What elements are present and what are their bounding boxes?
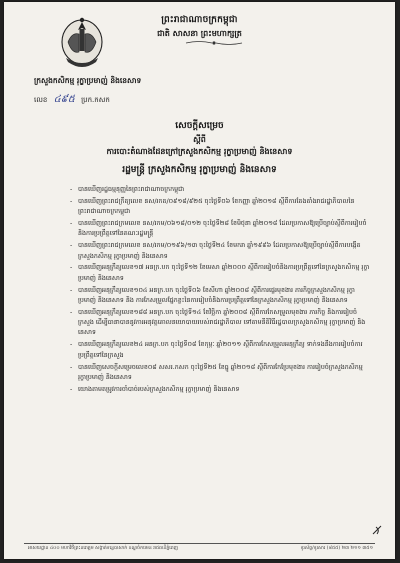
footer-contact: ទូរស័ព្ទ/ទូរសារ (៨៥៥) ២៣ ២១១ ៣៥១ — [300, 546, 373, 551]
doc-number-handwritten: ៤៩៥ — [53, 94, 75, 105]
list-item: - បានឃើញព្រះរាជក្រឹត្យលេខ នស/រកត/០៩១៨/៩២៥ ចុះថ្ងៃទី០៦ ខែកញ្ញា ឆ្នាំ២០១៨ ស្តីពីការតែងតាំងរាជរដ្ឋាភិបាលនៃព្រះរាជាណាចក្រកម្ពុជា — [70, 197, 370, 218]
doc-number-suffix: ប្រក.កសក — [81, 96, 110, 104]
kingdom-heading: ព្រះរាជាណាចក្រកម្ពុជា — [161, 15, 238, 25]
doc-number-prefix: លេខ — [34, 96, 48, 104]
about-label: ស្តីពី — [193, 135, 206, 144]
list-item: - បានឃើញអនុក្រឹត្យលេខ១០៤ អនក្រ.បក ចុះថ្ងៃទី០៦ ខែសីហា ឆ្នាំ២០០៨ ស្តីពីការផ្ទេរមុខងារ ភារកិច្ចក្រសួងកសិកម្ម រុក្ខាប្រមាញ់ និងនេសាទ និង ការកែសម្រួលផ្នែកខ្លះនៃការរៀបចំនិងការប្រព្រឹត្តទៅនៃក្រសួងកសិកម្ម រុក្ខាប្រមាញ់ និងនេសាទ — [70, 286, 370, 307]
list-item: - បានឃើញសេចក្តីសម្រេចលេខ០៨ សសរ.កសក ចុះថ្ងៃទី២៥ ខែធ្នូ ឆ្នាំ២០១៨ ស្តីពីការកែប្រែមុខងារ ការរៀបចំក្រសួងកសិកម្ម រុក្ខាប្រមាញ់ និងនេសាទ — [70, 363, 370, 384]
decision-title: សេចក្តីសម្រេច — [175, 121, 224, 131]
decision-subject: ការបោះតំណាងដែនក្រៅក្រសួងកសិកម្ម រុក្ខាប្រមាញ់ និងនេសាទ — [106, 147, 293, 156]
list-item: - បានឃើញអនុក្រឹត្យលេខ១៨៨ អនក្រ.បក ចុះថ្ងៃទី១៤ ខែវិច្ឆិកា ឆ្នាំ២០០៨ ស្តីពីការកែសម្រួលមុខងារ ភារកិច្ច និងការរៀបចំក្រសួង ដើម្បីធានាបាននូវការអនុវត្តគោលនយោបាយរបស់រាជរដ្ឋាភិបាល ទៅតាមនីតិវិធីរដ្ឋបាលក្រសួងកសិកម្ម រុក្ខាប្រមាញ់ និងនេសាទ — [70, 308, 370, 339]
list-item: - បានឃើញព្រះរាជក្រមលេខ នស/រកម/០១៩៦/១៣ ចុះថ្ងៃទី២៤ ខែមករា ឆ្នាំ១៩៩៦ ដែលប្រកាសឱ្យប្រើច្បាប់ស្តីពីការបង្កើតក្រសួងកសិកម្ម រុក្ខាប្រមាញ់ និងនេសាទ — [70, 241, 370, 262]
document-page — [4, 2, 395, 559]
footer-divider — [24, 543, 375, 544]
legal-references-list — [70, 185, 370, 397]
footer-address: អាសយដ្ឋាន ៤០០ មហាវិថីព្រះនរោត្តម សង្កាត់ទន្លេបាសាក់ ខណ្ឌចំការមន រាជធានីភ្នំពេញ — [28, 546, 178, 551]
list-item: - យោងតាមតម្រូវការចាំបាច់របស់ក្រសួងកសិកម្ម រុក្ខាប្រមាញ់ និងនេសាទ — [70, 385, 370, 395]
handwritten-mark-icon — [371, 524, 383, 536]
ministry-name: ក្រសួងកសិកម្ម រុក្ខាប្រមាញ់ និងនេសាទ — [34, 76, 142, 85]
list-item: - បានឃើញព្រះរាជក្រមលេខ នស/រកម/០៦១៨/០១២ ចុះថ្ងៃទី២៨ ខែមិថុនា ឆ្នាំ២០១៨ ដែលប្រកាសឱ្យប្រើច្បាប់ស្តីពីការរៀបចំនិងការប្រព្រឹត្តទៅនៃគណៈរដ្ឋមន្ត្រី — [70, 219, 370, 240]
list-item: - បានឃើញអនុក្រឹត្យលេខ២៤ អនក្រ.បក ចុះថ្ងៃទី០៨ ខែកុម្ភៈ ឆ្នាំ២០១១ ស្តីពីការកែសម្រួលអនុក្រឹត្យ ទាក់ទងនឹងការរៀបចំការប្រព្រឹត្តទៅនៃក្រសួង — [70, 340, 370, 361]
national-motto: ជាតិ សាសនា ព្រះមហាក្សត្រ — [157, 29, 242, 38]
list-item: - បានឃើញអនុក្រឹត្យលេខ១៧ អនក្រ.បក ចុះថ្ងៃទី១២ ខែមេសា ឆ្នាំ២០០០ ស្តីពីការរៀបចំនិងការប្រព្រឹត្តទៅនៃក្រសួងកសិកម្ម រុក្ខាប្រមាញ់ និងនេសាទ — [70, 263, 370, 284]
issuing-minister: រដ្ឋមន្ត្រី ក្រសួងកសិកម្ម រុក្ខាប្រមាញ់ និងនេសាទ — [122, 165, 277, 175]
list-item: - បានឃើញរដ្ឋធម្មនុញ្ញនៃព្រះរាជាណាចក្រកម្ពុជា — [70, 185, 370, 195]
document-number — [34, 92, 110, 107]
ornament-divider-icon — [184, 40, 244, 46]
